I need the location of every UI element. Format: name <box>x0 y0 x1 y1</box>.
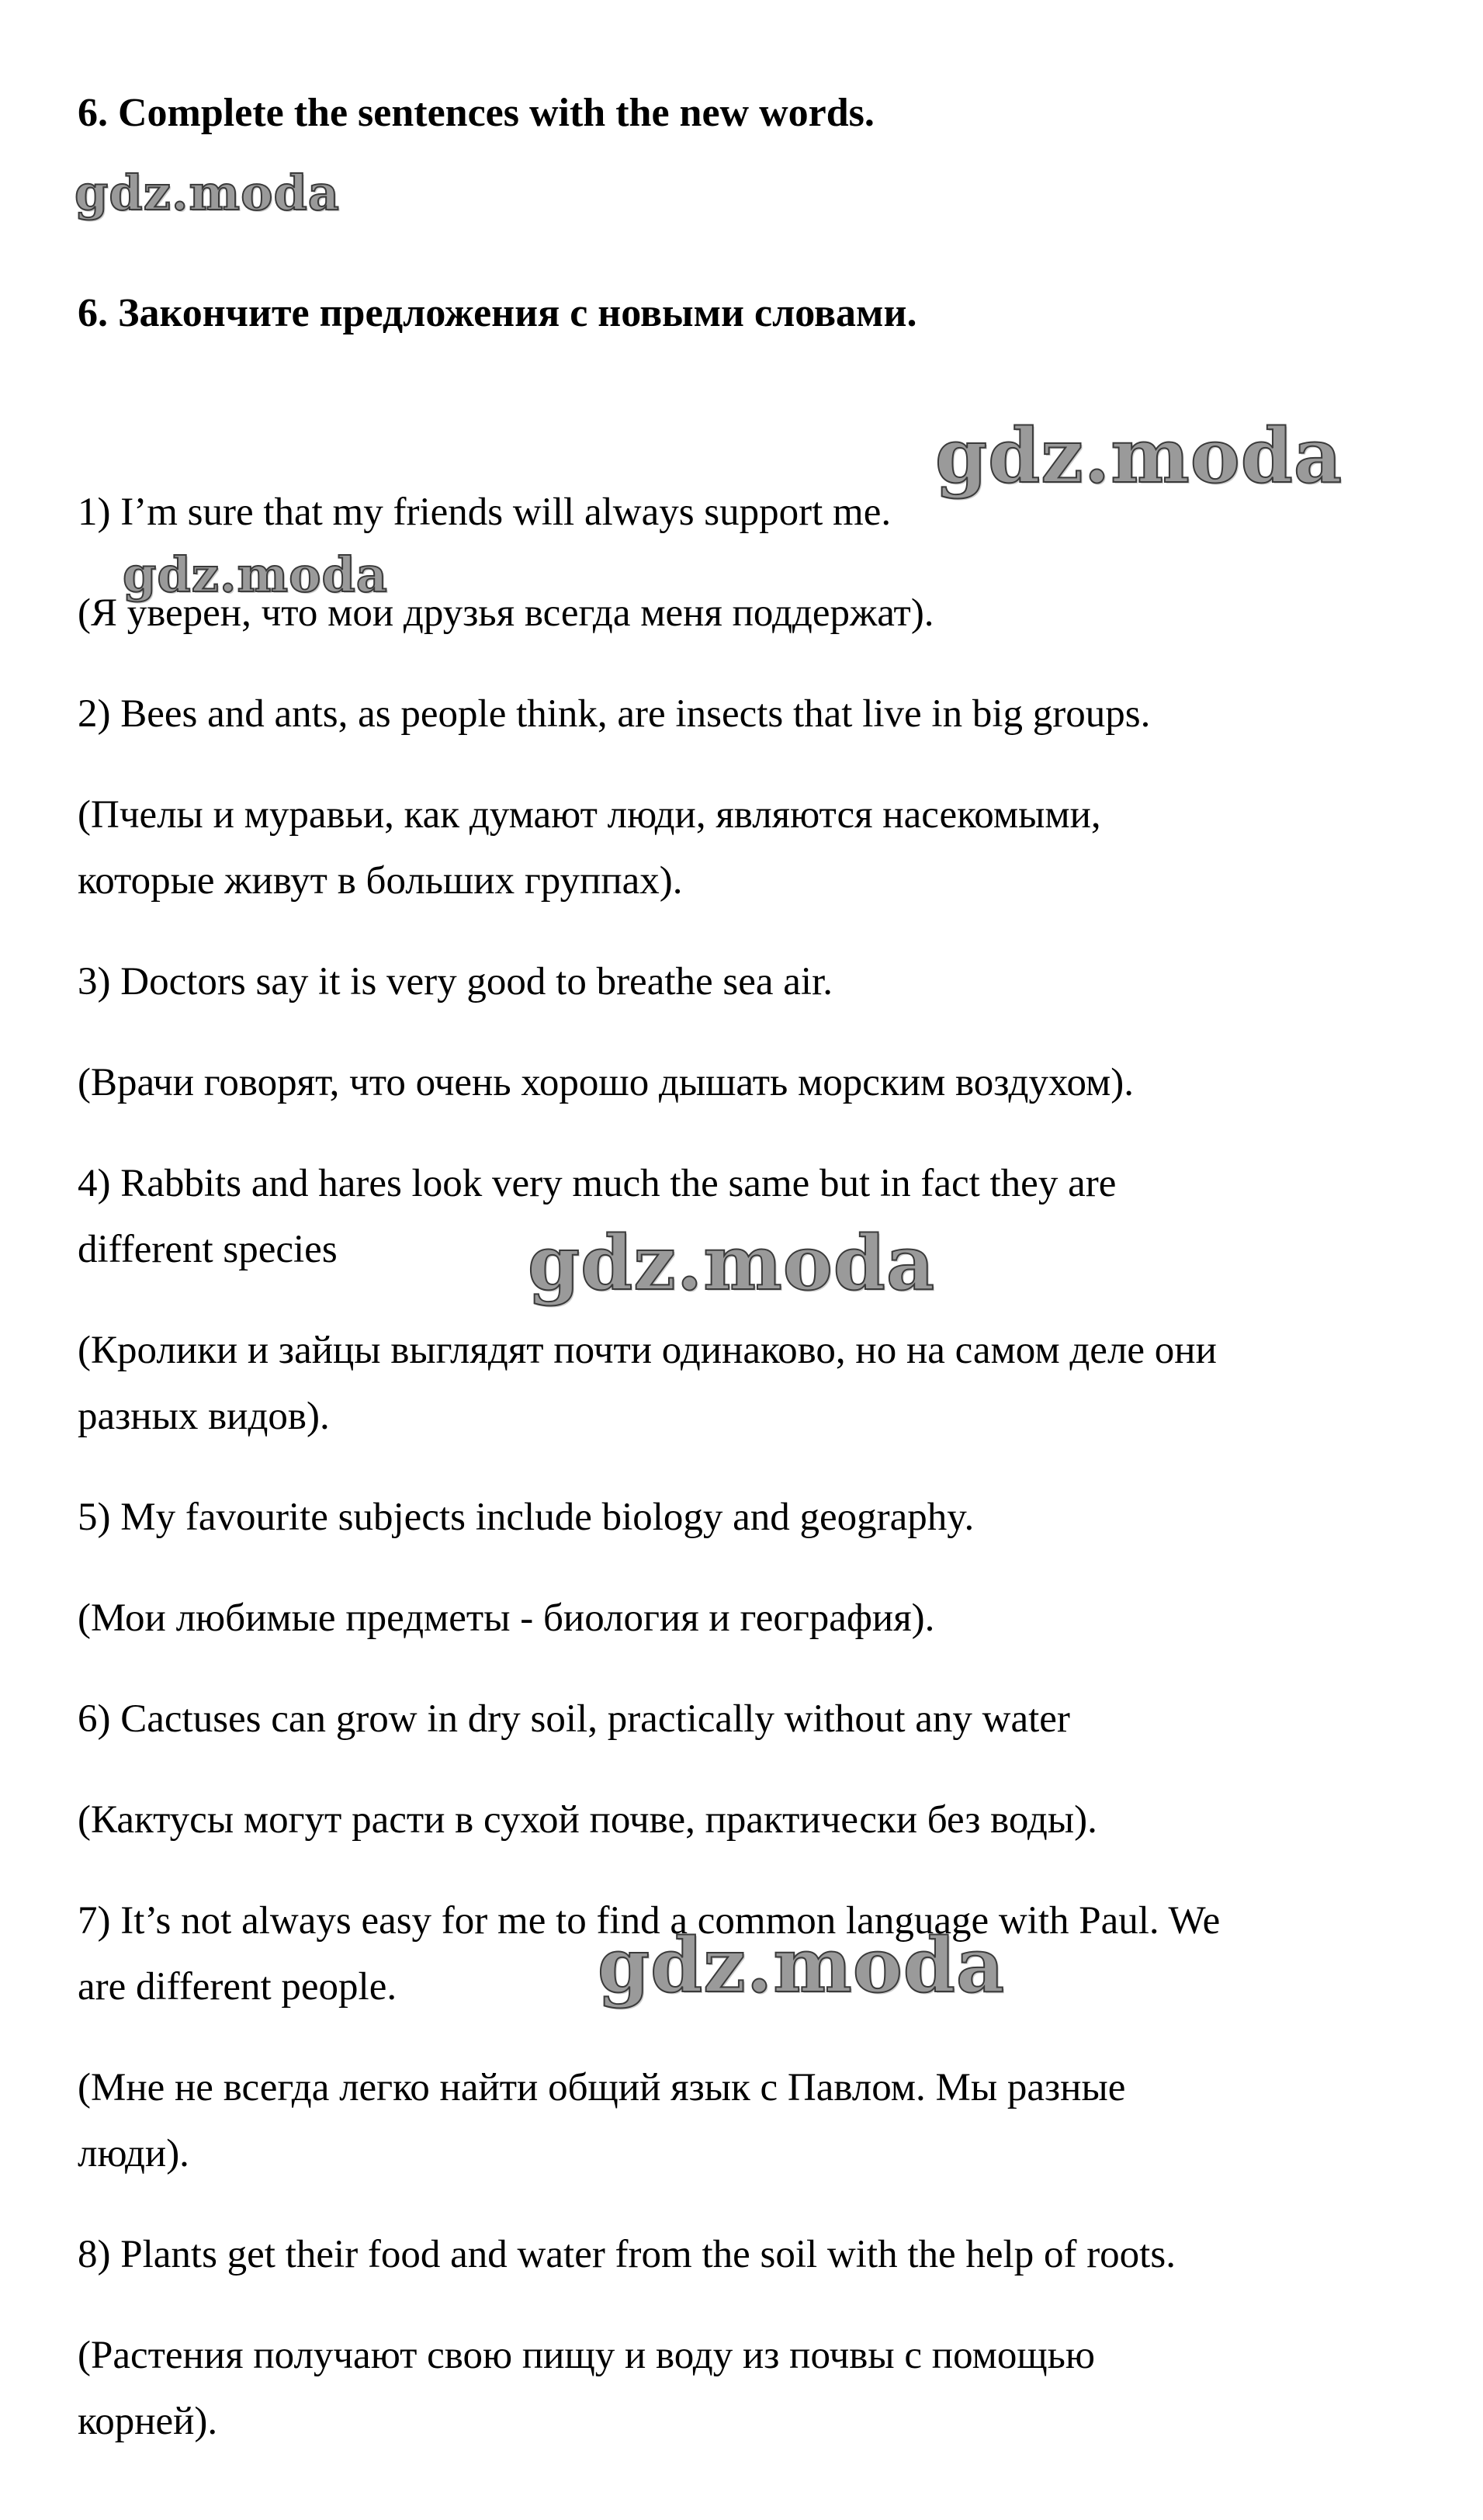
sentence-7-en-line-1: 7) It’s not always easy for me to find a common language with Paul. We <box>78 1899 1221 1943</box>
sentence-1-en: 1) I’m sure that my friends will always support me. <box>78 490 892 534</box>
sentence-4-en-line-2: different species <box>78 1228 338 1271</box>
sentence-4-ru-line-1: (Кролики и зайцы выглядят почти одинаково, но на самом деле они <box>78 1329 1217 1372</box>
watermark: gdz.moda <box>528 1219 936 1307</box>
sentence-3-en: 3) Doctors say it is very good to breathe sea air. <box>78 960 833 1003</box>
sentence-8-en: 8) Plants get their food and water from the soil with the help of roots. <box>78 2233 1176 2276</box>
sentence-2-ru-line-1: (Пчелы и муравьи, как думают люди, являются насекомыми, <box>78 793 1101 837</box>
watermark: gdz.moda <box>74 165 340 221</box>
sentence-7-ru-line-1: (Мне не всегда легко найти общий язык с Павлом. Мы разные <box>78 2066 1126 2109</box>
sentence-2-ru-line-2: которые живут в больших группах). <box>78 859 683 903</box>
heading-english: 6. Complete the sentences with the new words. <box>78 91 875 135</box>
sentence-8-ru-line-2: корней). <box>78 2400 218 2443</box>
sentence-7-en-line-2: are different people. <box>78 1965 397 2009</box>
watermark: gdz.moda <box>123 546 388 603</box>
sentence-6-ru: (Кактусы могут расти в сухой почве, практически без воды). <box>78 1798 1097 1842</box>
sentence-1-ru: (Я уверен, что мои друзья всегда меня поддержат). <box>78 591 934 635</box>
heading-russian: 6. Закончите предложения с новыми словами. <box>78 291 917 335</box>
sentence-7-ru-line-2: люди). <box>78 2132 189 2175</box>
sentence-3-ru: (Врачи говорят, что очень хорошо дышать морским воздухом). <box>78 1061 1135 1104</box>
sentence-5-en: 5) My favourite subjects include biology and geography. <box>78 1496 975 1539</box>
sentence-8-ru-line-1: (Растения получают свою пищу и воду из почвы с помощью <box>78 2334 1096 2377</box>
sentence-4-ru-line-2: разных видов). <box>78 1395 330 1438</box>
watermark: gdz.moda <box>935 412 1343 500</box>
watermark: gdz.moda <box>598 1922 1006 2009</box>
sentence-5-ru: (Мои любимые предметы - биология и география). <box>78 1596 935 1640</box>
sentence-6-en: 6) Cactuses can grow in dry soil, practically without any water <box>78 1697 1070 1741</box>
sentence-4-en-line-1: 4) Rabbits and hares look very much the same but in fact they are <box>78 1162 1117 1205</box>
sentence-2-en: 2) Bees and ants, as people think, are insects that live in big groups. <box>78 692 1151 736</box>
